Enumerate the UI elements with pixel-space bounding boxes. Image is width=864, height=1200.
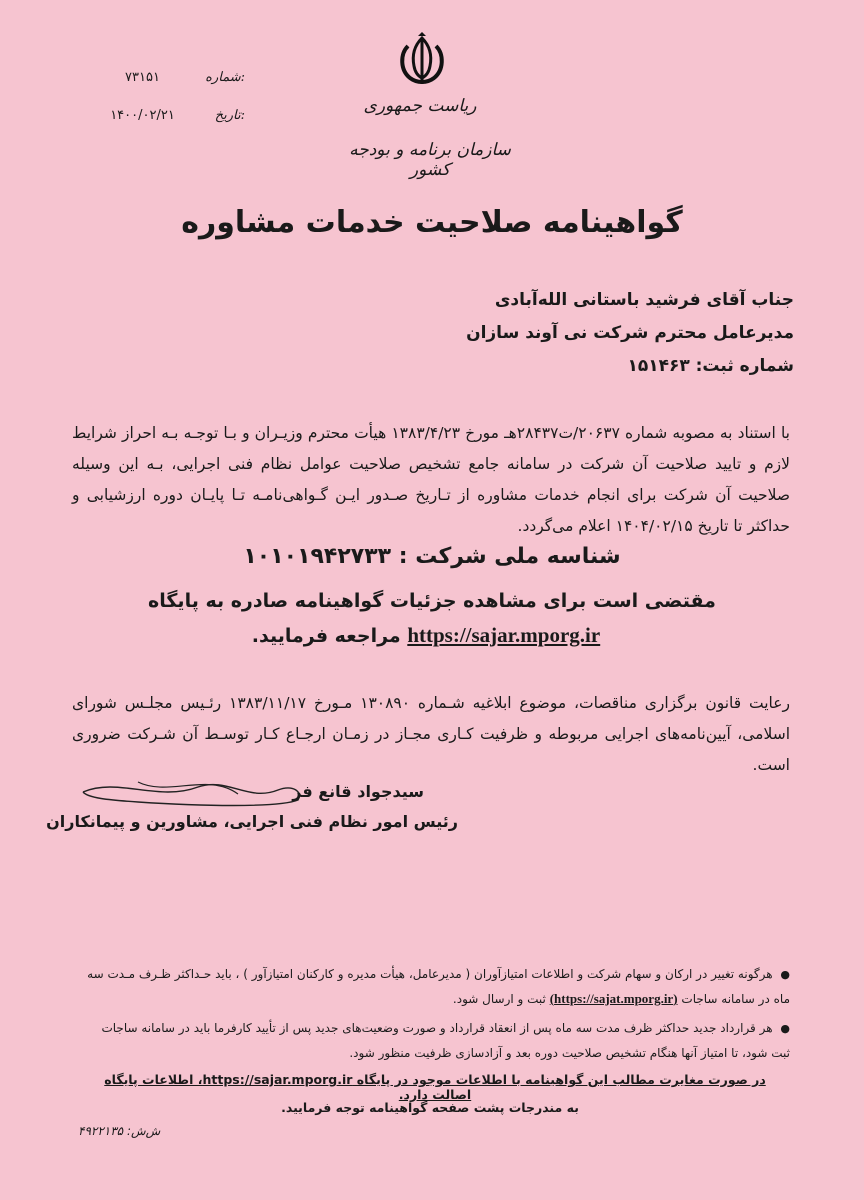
note-1-text: هرگونه تغییر در ارکان و سهام شرکت و اطلاعات امتیازآوران ( مدیرعامل، هیأت مدیره و کارکنان امتیازآور ) ، باید حـداکثر ظـرف مـدت سه ماه در سامانه ساجات	[87, 967, 790, 1006]
inquiry-text: مقتضی است برای مشاهده جزئیات گواهینامه صادره به پایگاه	[148, 590, 716, 612]
bullet-icon: ●	[780, 1022, 790, 1035]
sajat-link[interactable]: (https://sajat.mporg.ir)	[549, 991, 678, 1006]
date-value: ۱۴۰۰/۰۲/۲۱	[110, 108, 175, 123]
back-page-note: به مندرجات پشت صفحه گواهینامه توجه فرمایید.	[281, 1100, 579, 1115]
inquiry-reference	[120, 623, 744, 648]
national-id: شناسه ملی شرکت : ۱۰۱۰۱۹۴۲۷۳۳	[243, 544, 621, 569]
iran-emblem-icon	[392, 32, 452, 92]
signatory-title: رئیس امور نظام فنی اجرایی، مشاورین و پیمانکاران	[46, 812, 458, 831]
document-title: گواهینامه صلاحیت خدمات مشاوره	[181, 205, 683, 240]
addressee-name: جناب آقای فرشید باستانی الله‌آبادی	[494, 290, 794, 310]
body-paragraph-2: رعایت قانون برگزاری مناقصات، موضوع ابلاغیه شـماره ۱۳۰۸۹۰ مـورخ ۱۳۸۳/۱۱/۱۷ رئـیس مجلـس شورای اسلامی، آیین‌نامه‌های اجرایی مربوطه و ظرفیت کـاری مجـاز در زمـان ارجـاع کـار توسـط آن شـرکت ضروری است.	[72, 694, 790, 774]
addressee-role: مدیرعامل محترم شرکت نی آوند سازان	[466, 323, 794, 343]
registration-number: شماره ثبت: ۱۵۱۴۶۳	[627, 356, 794, 376]
number-value: ۷۳۱۵۱	[125, 70, 160, 85]
body-paragraph-1: با استناد به مصوبه شماره ۲۰۶۳۷/ت۲۸۴۳۷هـ مورخ ۱۳۸۳/۴/۲۳ هیأت محترم وزیـران و بـا توجـه بـه احراز شرایط لازم و تایید صلاحیت آن شرکت در سامانه جامع تشخیص صلاحیت عوامل نظام فنی اجرایی، بـه این وسیله صلاحیت آن شرکت برای انجام خدمات مشاوره از تـاریخ صـدور ایـن گـواهی‌نامـه تـا پایـان دوره ارزشیابی و حداکثر تا تاریخ ۱۴۰۴/۰۲/۱۵ اعلام می‌گردد.	[72, 424, 790, 535]
serial-number: ش‌ش: ۴۹۲۲۱۳۵	[78, 1124, 161, 1138]
org-line-presidency: ریاست جمهوری	[363, 96, 477, 116]
discrepancy-note: در صورت مغایرت مطالب این گواهینامه با اطلاعات موجود در پایگاه https://sajar.mporg.ir، اطلاعات پایگاه اصالت دارد.	[104, 1072, 766, 1102]
inquiry-end: مراجعه فرمایید.	[251, 625, 401, 647]
number-row	[95, 70, 245, 94]
note-2-text: هر قرارداد جدید حداکثر ظرف مدت سه ماه پس از انعقاد قرارداد و صورت وضعیت‌های جدید پس از تأیید کارفرما باید در سامانه ساجات ثبت شود، تا امتیاز آنها هنگام تشخیص صلاحیت دوره بعد و آزادسازی ظرفیت منظور شود.	[101, 1021, 790, 1060]
date-row	[95, 108, 245, 132]
signature-scribble	[78, 772, 308, 812]
bullet-icon: ●	[780, 968, 790, 981]
org-line-budget: سازمان برنامه و بودجه کشور	[349, 140, 511, 180]
sajar-link[interactable]: https://sajar.mporg.ir	[407, 623, 601, 647]
note-1	[80, 962, 790, 1011]
note-2	[80, 1016, 790, 1065]
date-label: تاریخ:	[214, 108, 245, 123]
number-label: شماره:	[205, 70, 245, 85]
signatory-name: سیدجواد قانع فر	[292, 782, 424, 801]
note-1-end: ثبت و ارسال شود.	[452, 992, 546, 1006]
